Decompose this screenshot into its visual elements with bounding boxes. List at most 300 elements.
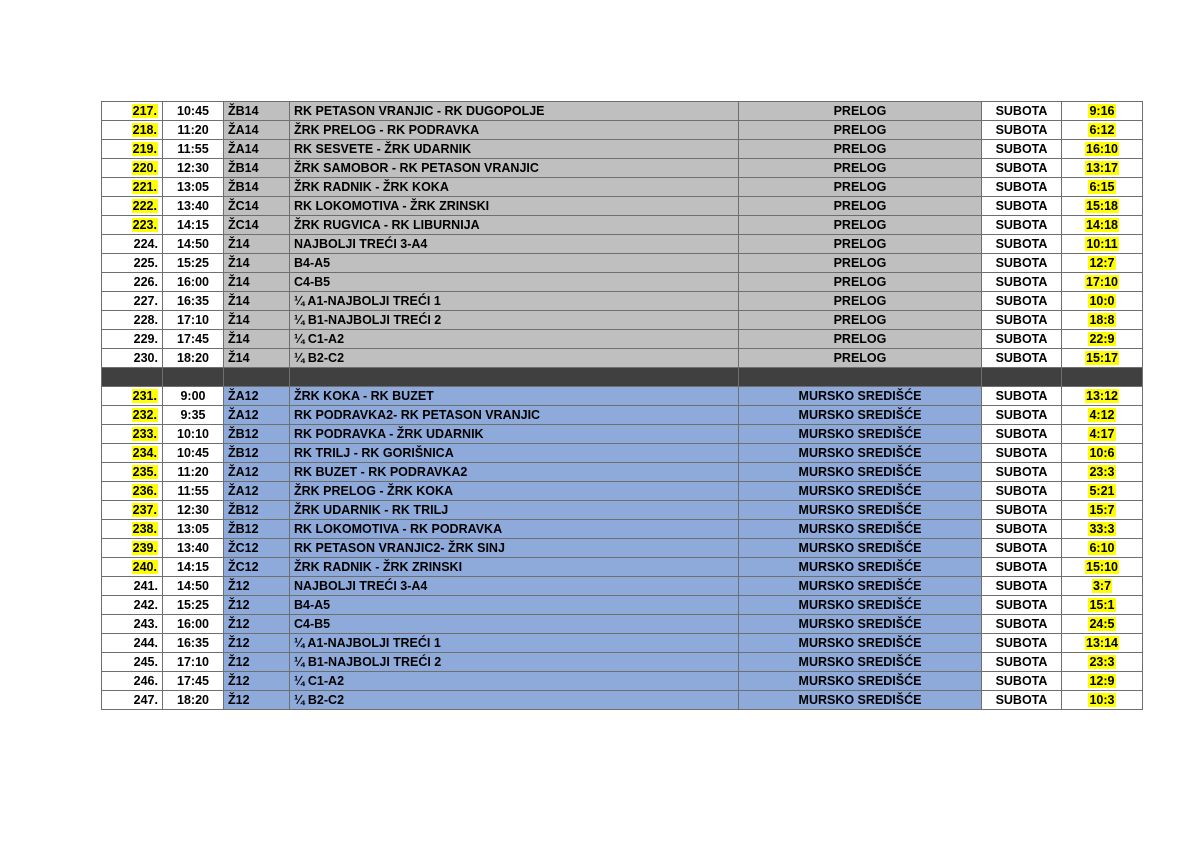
match-day: SUBOTA [982, 424, 1062, 443]
match-venue: MURSKO SREDIŠĆE [739, 614, 982, 633]
table-row [102, 159, 1143, 178]
match-number [102, 443, 163, 462]
match-teams: RK PETASON VRANJIC2- ŽRK SINJ [290, 538, 739, 557]
match-number-highlight: 240. [132, 559, 157, 574]
match-time: 14:15 [163, 216, 224, 235]
match-category: ŽC12 [224, 538, 290, 557]
match-category: Ž14 [224, 349, 290, 368]
match-day: SUBOTA [982, 386, 1062, 405]
match-number: 229. [102, 330, 163, 349]
table-row [102, 576, 1143, 595]
match-number-highlight: 223. [132, 218, 157, 232]
match-number-highlight: 219. [132, 142, 157, 156]
table-row [102, 197, 1143, 216]
match-teams: ¼ B2-C2 [290, 349, 739, 368]
table-row [102, 614, 1143, 633]
match-result [1062, 349, 1143, 368]
match-result-highlight: 10:6 [1089, 445, 1115, 460]
match-time: 11:55 [163, 481, 224, 500]
match-category: ŽC14 [224, 216, 290, 235]
match-category: Ž14 [224, 330, 290, 349]
match-number: 224. [102, 235, 163, 254]
match-time: 15:25 [163, 254, 224, 273]
match-number: 245. [102, 652, 163, 671]
match-result [1062, 481, 1143, 500]
match-result-highlight: 18:8 [1089, 313, 1115, 327]
match-venue: PRELOG [739, 159, 982, 178]
match-teams: NAJBOLJI TREĆI 3-A4 [290, 235, 739, 254]
match-result-highlight: 23:3 [1089, 654, 1115, 669]
match-venue: MURSKO SREDIŠĆE [739, 538, 982, 557]
match-result [1062, 690, 1143, 709]
separator-cell [163, 368, 224, 387]
match-number [102, 462, 163, 481]
match-result [1062, 140, 1143, 159]
match-schedule-table [101, 101, 1143, 710]
match-venue: MURSKO SREDIŠĆE [739, 519, 982, 538]
match-teams: RK SESVETE - ŽRK UDARNIK [290, 140, 739, 159]
match-time: 16:00 [163, 614, 224, 633]
match-time: 15:25 [163, 595, 224, 614]
match-venue: PRELOG [739, 292, 982, 311]
match-result [1062, 671, 1143, 690]
table-row [102, 443, 1143, 462]
match-time: 13:05 [163, 519, 224, 538]
match-result [1062, 197, 1143, 216]
match-result-highlight: 5:21 [1089, 483, 1115, 498]
match-teams: ¼ A1-NAJBOLJI TREĆI 1 [290, 292, 739, 311]
match-category: ŽB12 [224, 443, 290, 462]
table-row [102, 690, 1143, 709]
section-separator-row [102, 368, 1143, 387]
match-result [1062, 652, 1143, 671]
table-row [102, 386, 1143, 405]
match-teams: ŽRK RUGVICA - RK LIBURNIJA [290, 216, 739, 235]
match-day: SUBOTA [982, 292, 1062, 311]
match-day: SUBOTA [982, 557, 1062, 576]
match-venue: PRELOG [739, 102, 982, 121]
match-venue: MURSKO SREDIŠĆE [739, 595, 982, 614]
match-category: Ž14 [224, 292, 290, 311]
table-row [102, 349, 1143, 368]
table-row [102, 538, 1143, 557]
match-day: SUBOTA [982, 576, 1062, 595]
match-number [102, 216, 163, 235]
match-category: ŽB12 [224, 500, 290, 519]
match-teams: RK TRILJ - RK GORIŠNICA [290, 443, 739, 462]
match-result-highlight: 15:17 [1086, 351, 1118, 365]
match-time: 13:40 [163, 538, 224, 557]
match-result-highlight: 6:10 [1089, 540, 1115, 555]
match-venue: PRELOG [739, 140, 982, 159]
match-result [1062, 178, 1143, 197]
match-venue: PRELOG [739, 311, 982, 330]
match-number-highlight: 238. [132, 521, 157, 536]
match-result-highlight: 9:16 [1089, 104, 1115, 118]
match-result-highlight: 24:5 [1089, 616, 1115, 631]
table-row [102, 121, 1143, 140]
match-category: Ž12 [224, 652, 290, 671]
match-day: SUBOTA [982, 462, 1062, 481]
match-time: 12:30 [163, 500, 224, 519]
match-time: 14:50 [163, 235, 224, 254]
match-time: 9:00 [163, 386, 224, 405]
separator-cell [290, 368, 739, 387]
match-result-highlight: 15:1 [1089, 597, 1115, 612]
match-day: SUBOTA [982, 481, 1062, 500]
match-result-highlight: 15:18 [1086, 199, 1118, 213]
separator-cell [1062, 368, 1143, 387]
table-row [102, 405, 1143, 424]
match-category: Ž12 [224, 595, 290, 614]
table-row [102, 424, 1143, 443]
match-number: 230. [102, 349, 163, 368]
match-number: 242. [102, 595, 163, 614]
table-row [102, 595, 1143, 614]
match-category: ŽA12 [224, 386, 290, 405]
match-category: ŽB14 [224, 159, 290, 178]
table-row [102, 140, 1143, 159]
match-result [1062, 311, 1143, 330]
match-teams: ŽRK KOKA - RK BUZET [290, 386, 739, 405]
match-time: 16:35 [163, 292, 224, 311]
match-teams: ¼ C1-A2 [290, 671, 739, 690]
match-teams: ŽRK RADNIK - ŽRK KOKA [290, 178, 739, 197]
match-teams: C4-B5 [290, 614, 739, 633]
match-venue: MURSKO SREDIŠĆE [739, 443, 982, 462]
match-category: ŽC14 [224, 197, 290, 216]
match-day: SUBOTA [982, 671, 1062, 690]
match-result [1062, 633, 1143, 652]
match-result [1062, 292, 1143, 311]
match-venue: MURSKO SREDIŠĆE [739, 671, 982, 690]
match-day: SUBOTA [982, 690, 1062, 709]
match-day: SUBOTA [982, 121, 1062, 140]
match-result-highlight: 22:9 [1089, 332, 1115, 346]
match-day: SUBOTA [982, 595, 1062, 614]
match-category: Ž12 [224, 690, 290, 709]
match-teams: NAJBOLJI TREĆI 3-A4 [290, 576, 739, 595]
match-result-highlight: 10:0 [1089, 294, 1115, 308]
match-category: ŽA12 [224, 481, 290, 500]
match-number: 227. [102, 292, 163, 311]
match-result-highlight: 15:10 [1086, 559, 1118, 574]
match-day: SUBOTA [982, 349, 1062, 368]
match-number-highlight: 236. [132, 483, 157, 498]
match-time: 13:05 [163, 178, 224, 197]
match-number [102, 519, 163, 538]
match-number: 247. [102, 690, 163, 709]
match-result [1062, 386, 1143, 405]
match-time: 9:35 [163, 405, 224, 424]
match-number [102, 386, 163, 405]
match-time: 11:55 [163, 140, 224, 159]
match-teams: B4-A5 [290, 254, 739, 273]
match-time: 16:00 [163, 273, 224, 292]
match-teams: ŽRK PRELOG - RK PODRAVKA [290, 121, 739, 140]
match-result-highlight: 13:17 [1086, 161, 1118, 175]
match-venue: MURSKO SREDIŠĆE [739, 576, 982, 595]
match-result-highlight: 10:11 [1086, 237, 1118, 251]
match-day: SUBOTA [982, 405, 1062, 424]
match-result [1062, 462, 1143, 481]
table-row [102, 330, 1143, 349]
match-number: 243. [102, 614, 163, 633]
match-venue: PRELOG [739, 216, 982, 235]
match-teams: RK PODRAVKA2- RK PETASON VRANJIC [290, 405, 739, 424]
match-time: 17:45 [163, 671, 224, 690]
table-row [102, 500, 1143, 519]
match-result-highlight: 12:9 [1089, 673, 1115, 688]
match-result-highlight: 23:3 [1089, 464, 1115, 479]
match-teams: RK LOKOMOTIVA - RK PODRAVKA [290, 519, 739, 538]
match-number-highlight: 222. [132, 199, 157, 213]
table-row [102, 273, 1143, 292]
match-teams: ŽRK PRELOG - ŽRK KOKA [290, 481, 739, 500]
table-row [102, 519, 1143, 538]
match-result-highlight: 10:3 [1089, 692, 1115, 707]
match-number [102, 481, 163, 500]
match-teams: RK PETASON VRANJIC - RK DUGOPOLJE [290, 102, 739, 121]
match-teams: ŽRK SAMOBOR - RK PETASON VRANJIC [290, 159, 739, 178]
match-day: SUBOTA [982, 273, 1062, 292]
match-day: SUBOTA [982, 652, 1062, 671]
match-number-highlight: 218. [132, 123, 157, 137]
match-result [1062, 500, 1143, 519]
match-day: SUBOTA [982, 254, 1062, 273]
match-result [1062, 614, 1143, 633]
match-teams: ¼ C1-A2 [290, 330, 739, 349]
match-number [102, 102, 163, 121]
match-result [1062, 273, 1143, 292]
table-row [102, 557, 1143, 576]
match-time: 17:10 [163, 311, 224, 330]
match-number-highlight: 220. [132, 161, 157, 175]
match-time: 12:30 [163, 159, 224, 178]
match-result [1062, 121, 1143, 140]
match-result-highlight: 3:7 [1092, 578, 1112, 593]
match-venue: PRELOG [739, 330, 982, 349]
match-day: SUBOTA [982, 614, 1062, 633]
table-row [102, 481, 1143, 500]
match-category: ŽA12 [224, 405, 290, 424]
match-day: SUBOTA [982, 140, 1062, 159]
match-day: SUBOTA [982, 330, 1062, 349]
match-day: SUBOTA [982, 235, 1062, 254]
table-row [102, 292, 1143, 311]
match-venue: PRELOG [739, 121, 982, 140]
match-venue: PRELOG [739, 197, 982, 216]
match-teams: ¼ B1-NAJBOLJI TREĆI 2 [290, 652, 739, 671]
match-result-highlight: 6:15 [1089, 180, 1115, 194]
match-number: 244. [102, 633, 163, 652]
match-category: ŽC12 [224, 557, 290, 576]
match-number-highlight: 234. [132, 445, 157, 460]
match-category: Ž12 [224, 576, 290, 595]
match-number [102, 538, 163, 557]
match-number-highlight: 233. [132, 426, 157, 441]
match-day: SUBOTA [982, 216, 1062, 235]
match-teams: RK PODRAVKA - ŽRK UDARNIK [290, 424, 739, 443]
match-number [102, 424, 163, 443]
match-time: 14:50 [163, 576, 224, 595]
match-category: Ž14 [224, 311, 290, 330]
match-result [1062, 424, 1143, 443]
match-teams: B4-A5 [290, 595, 739, 614]
match-category: ŽA12 [224, 462, 290, 481]
match-category: Ž12 [224, 671, 290, 690]
match-time: 16:35 [163, 633, 224, 652]
match-result [1062, 159, 1143, 178]
separator-cell [102, 368, 163, 387]
match-time: 11:20 [163, 462, 224, 481]
match-result [1062, 443, 1143, 462]
match-number: 246. [102, 671, 163, 690]
match-result [1062, 557, 1143, 576]
match-venue: PRELOG [739, 235, 982, 254]
table-row [102, 633, 1143, 652]
match-time: 10:45 [163, 102, 224, 121]
match-result-highlight: 13:12 [1086, 388, 1118, 403]
match-result-highlight: 33:3 [1089, 521, 1115, 536]
match-number: 225. [102, 254, 163, 273]
match-venue: MURSKO SREDIŠĆE [739, 405, 982, 424]
match-venue: MURSKO SREDIŠĆE [739, 500, 982, 519]
match-venue: PRELOG [739, 273, 982, 292]
match-result [1062, 576, 1143, 595]
match-day: SUBOTA [982, 311, 1062, 330]
match-number: 241. [102, 576, 163, 595]
match-result-highlight: 16:10 [1086, 142, 1118, 156]
match-venue: MURSKO SREDIŠĆE [739, 386, 982, 405]
separator-cell [982, 368, 1062, 387]
match-number [102, 197, 163, 216]
match-day: SUBOTA [982, 102, 1062, 121]
match-result [1062, 216, 1143, 235]
match-day: SUBOTA [982, 443, 1062, 462]
match-result-highlight: 4:12 [1089, 407, 1115, 422]
match-category: Ž12 [224, 633, 290, 652]
match-venue: MURSKO SREDIŠĆE [739, 690, 982, 709]
match-number [102, 159, 163, 178]
match-category: Ž12 [224, 614, 290, 633]
match-day: SUBOTA [982, 197, 1062, 216]
match-result [1062, 254, 1143, 273]
match-result [1062, 595, 1143, 614]
match-venue: MURSKO SREDIŠĆE [739, 652, 982, 671]
match-result [1062, 235, 1143, 254]
match-venue: PRELOG [739, 349, 982, 368]
match-number [102, 140, 163, 159]
match-time: 10:45 [163, 443, 224, 462]
match-time: 18:20 [163, 349, 224, 368]
table-row [102, 254, 1143, 273]
match-number-highlight: 237. [132, 502, 157, 517]
match-category: Ž14 [224, 235, 290, 254]
match-day: SUBOTA [982, 633, 1062, 652]
table-row [102, 235, 1143, 254]
match-teams: ŽRK UDARNIK - RK TRILJ [290, 500, 739, 519]
match-result-highlight: 14:18 [1086, 218, 1118, 232]
match-result [1062, 405, 1143, 424]
match-teams: ŽRK RADNIK - ŽRK ZRINSKI [290, 557, 739, 576]
match-result [1062, 330, 1143, 349]
table-row [102, 652, 1143, 671]
match-time: 11:20 [163, 121, 224, 140]
match-number-highlight: 217. [132, 104, 157, 118]
match-number-highlight: 239. [132, 540, 157, 555]
match-time: 10:10 [163, 424, 224, 443]
match-result-highlight: 15:7 [1089, 502, 1115, 517]
match-teams: C4-B5 [290, 273, 739, 292]
match-number-highlight: 232. [132, 407, 157, 422]
table-row [102, 102, 1143, 121]
match-venue: MURSKO SREDIŠĆE [739, 424, 982, 443]
match-venue: PRELOG [739, 178, 982, 197]
match-category: ŽB12 [224, 424, 290, 443]
match-day: SUBOTA [982, 519, 1062, 538]
match-category: ŽA14 [224, 121, 290, 140]
separator-cell [224, 368, 290, 387]
match-day: SUBOTA [982, 178, 1062, 197]
match-category: ŽB14 [224, 102, 290, 121]
match-result-highlight: 4:17 [1089, 426, 1115, 441]
match-teams: ¼ B2-C2 [290, 690, 739, 709]
match-result-highlight: 6:12 [1089, 123, 1115, 137]
match-number: 228. [102, 311, 163, 330]
separator-cell [739, 368, 982, 387]
match-time: 17:45 [163, 330, 224, 349]
match-category: ŽB14 [224, 178, 290, 197]
match-number [102, 500, 163, 519]
match-day: SUBOTA [982, 538, 1062, 557]
table-row [102, 216, 1143, 235]
table-row [102, 462, 1143, 481]
match-number-highlight: 231. [132, 388, 157, 403]
match-category: Ž14 [224, 254, 290, 273]
match-result-highlight: 12:7 [1089, 256, 1115, 270]
match-time: 14:15 [163, 557, 224, 576]
match-venue: MURSKO SREDIŠĆE [739, 633, 982, 652]
match-venue: MURSKO SREDIŠĆE [739, 462, 982, 481]
match-venue: MURSKO SREDIŠĆE [739, 557, 982, 576]
match-teams: ¼ A1-NAJBOLJI TREĆI 1 [290, 633, 739, 652]
match-time: 18:20 [163, 690, 224, 709]
match-result [1062, 538, 1143, 557]
match-result [1062, 102, 1143, 121]
match-time: 17:10 [163, 652, 224, 671]
match-number [102, 178, 163, 197]
match-time: 13:40 [163, 197, 224, 216]
schedule-body [102, 102, 1143, 710]
match-teams: RK BUZET - RK PODRAVKA2 [290, 462, 739, 481]
match-teams: RK LOKOMOTIVA - ŽRK ZRINSKI [290, 197, 739, 216]
match-venue: MURSKO SREDIŠĆE [739, 481, 982, 500]
match-result [1062, 519, 1143, 538]
match-number [102, 405, 163, 424]
match-venue: PRELOG [739, 254, 982, 273]
match-category: ŽB12 [224, 519, 290, 538]
match-result-highlight: 13:14 [1086, 635, 1118, 650]
table-row [102, 178, 1143, 197]
match-number: 226. [102, 273, 163, 292]
match-day: SUBOTA [982, 159, 1062, 178]
table-row [102, 671, 1143, 690]
match-number [102, 121, 163, 140]
table-row [102, 311, 1143, 330]
match-teams: ¼ B1-NAJBOLJI TREĆI 2 [290, 311, 739, 330]
match-number-highlight: 221. [132, 180, 157, 194]
